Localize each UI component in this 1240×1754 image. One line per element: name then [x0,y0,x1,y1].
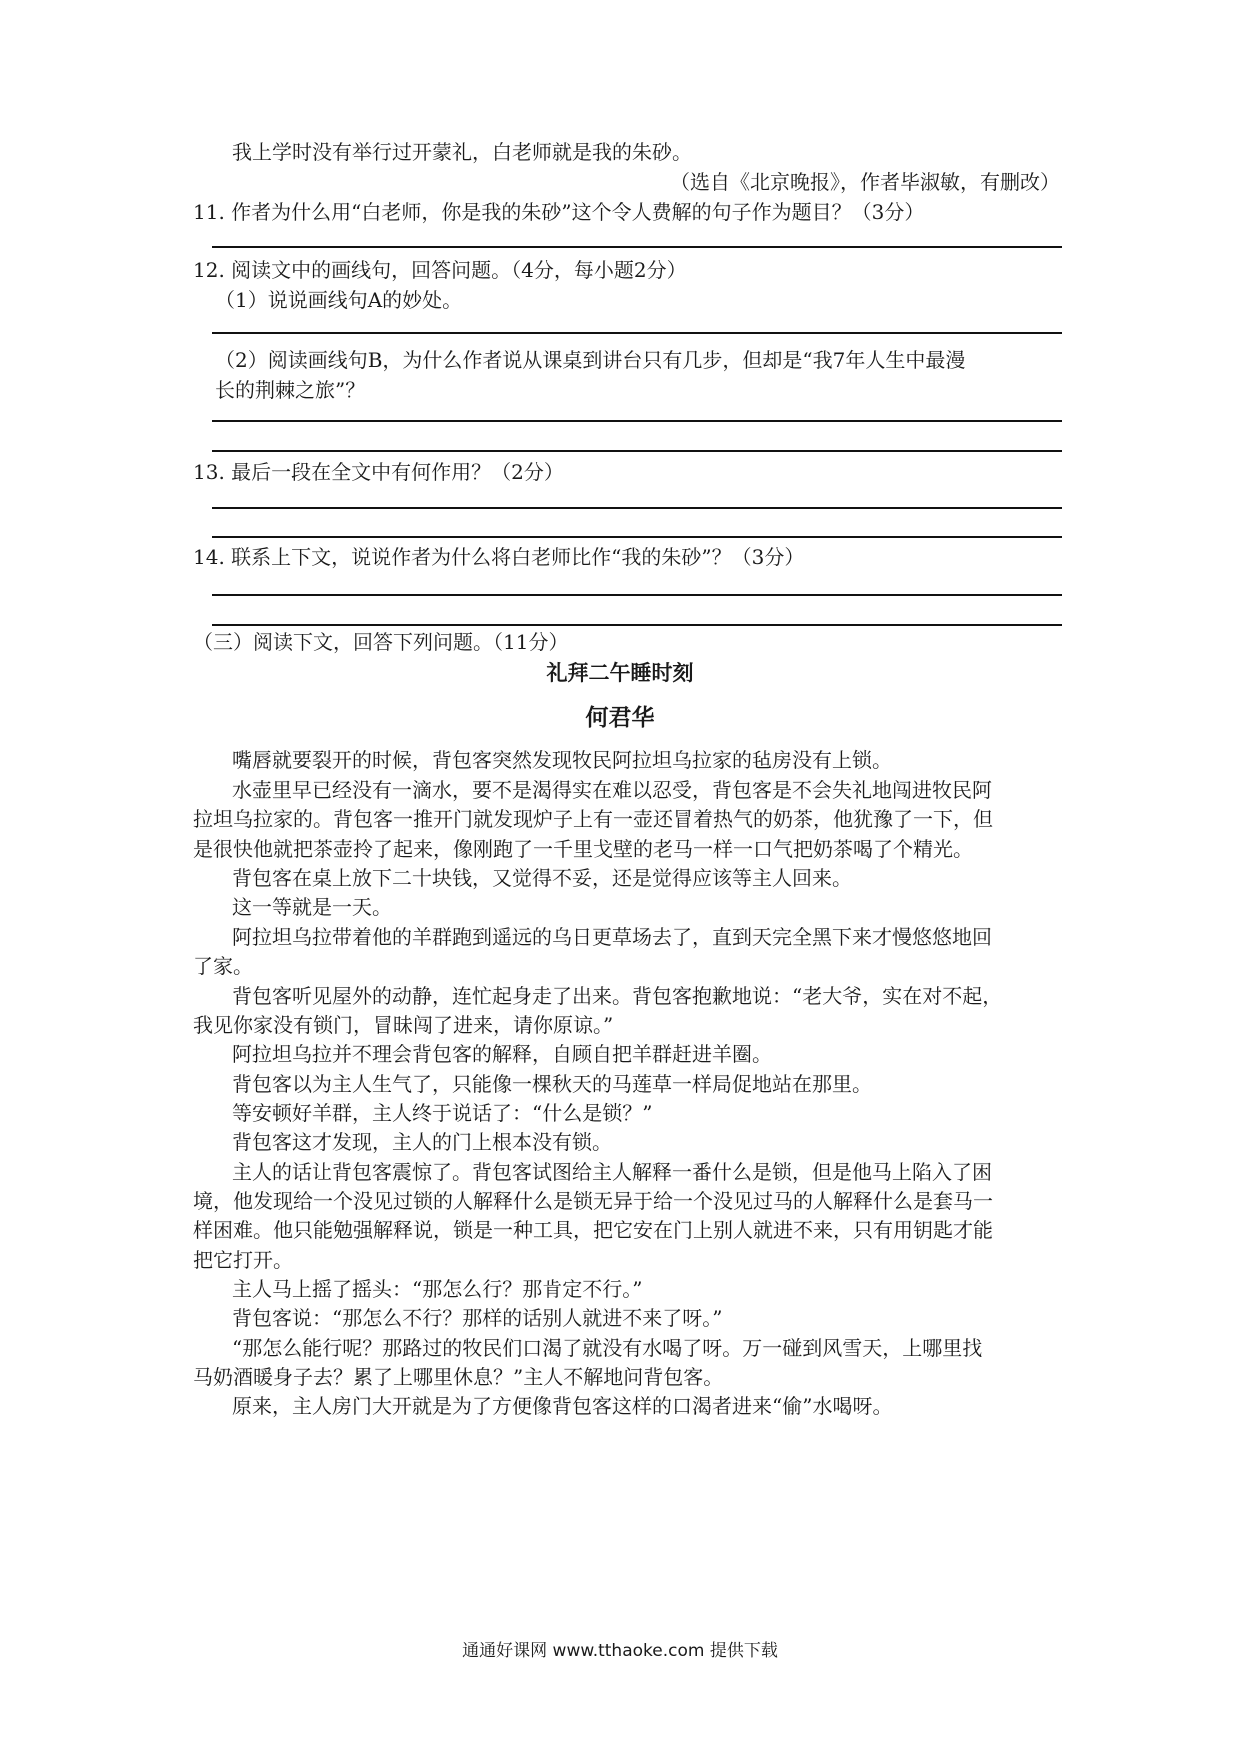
story-line: 背包客以为主人生气了，只能像一棵秋天的马莲草一样局促地站在那里。 [232,1072,872,1096]
answer-line [212,624,1062,626]
passage-last-paragraph: 我上学时没有举行过开蒙礼，白老师就是我的朱砂。 [232,140,692,164]
story-line: 马奶酒暖身子去？累了上哪里休息？”主人不解地问背包客。 [193,1365,724,1389]
story-line: 样困难。他只能勉强解释说，锁是一种工具，把它安在门上别人就进不来，只有用钥匙才能 [193,1218,993,1242]
question-12-part-2-line-2: 长的荆棘之旅”？ [215,378,366,402]
answer-line [212,507,1062,509]
answer-line [212,246,1062,248]
story-line: 了家。 [193,954,253,978]
question-13: 13. 最后一段在全文中有何作用？（2分） [193,460,564,484]
question-12-part-2-line-1: （2）阅读画线句B，为什么作者说从课桌到讲台只有几步，但却是“我7年人生中最漫 [215,348,966,372]
story-line: 背包客这才发现，主人的门上根本没有锁。 [232,1130,612,1154]
story-line: 原来，主人房门大开就是为了方便像背包客这样的口渴者进来“偷”水喝呀。 [232,1394,893,1418]
story-line: 境，他发现给一个没见过锁的人解释什么是锁无异于给一个没见过马的人解释什么是套马一 [193,1189,993,1213]
story-line: 拉坦乌拉家的。背包客一推开门就发现炉子上有一壶还冒着热气的奶茶，他犹豫了一下，但 [193,807,993,831]
story-title: 礼拜二午睡时刻 [546,661,694,685]
question-11: 11. 作者为什么用“白老师，你是我的朱砂”这个令人费解的句子作为题目？（3分） [193,200,925,224]
answer-line [212,420,1062,422]
story-line: “那怎么能行呢？那路过的牧民们口渴了就没有水喝了呀。万一碰到风雪天，上哪里找 [232,1336,983,1360]
answer-line [212,450,1062,452]
story-line: 背包客说：“那怎么不行？那样的话别人就进不来了呀。” [232,1306,723,1330]
story-line: 水壶里早已经没有一滴水，要不是渴得实在难以忍受，背包客是不会失礼地闯进牧民阿 [232,778,992,802]
passage-source: （选自《北京晚报》，作者毕淑敏，有删改） [670,170,1060,194]
story-line: 是很快他就把茶壶拎了起来，像刚跑了一千里戈壁的老马一样一口气把奶茶喝了个精光。 [193,837,973,861]
story-line: 把它打开。 [193,1248,293,1272]
question-14: 14. 联系上下文，说说作者为什么将白老师比作“我的朱砂”？（3分） [193,545,805,569]
story-author: 何君华 [585,705,655,731]
story-line: 背包客在桌上放下二十块钱，又觉得不妥，还是觉得应该等主人回来。 [232,866,852,890]
answer-line [212,536,1062,538]
story-line: 阿拉坦乌拉带着他的羊群跑到遥远的乌日更草场去了，直到天完全黑下来才慢悠悠地回 [232,925,992,949]
answer-line [212,332,1062,334]
story-line: 主人的话让背包客震惊了。背包客试图给主人解释一番什么是锁，但是他马上陷入了困 [232,1160,992,1184]
story-line: 我见你家没有锁门，冒昧闯了进来，请你原谅。” [193,1013,614,1037]
story-line: 背包客听见屋外的动静，连忙起身走了出来。背包客抱歉地说：“老大爷，实在对不起， [232,984,1003,1008]
story-line: 等安顿好羊群，主人终于说话了：“什么是锁？” [232,1101,653,1125]
story-line: 嘴唇就要裂开的时候，背包客突然发现牧民阿拉坦乌拉家的毡房没有上锁。 [232,748,892,772]
page-footer: 通通好课网 www.tthaoke.com 提供下载 [462,1641,778,1661]
story-line: 阿拉坦乌拉并不理会背包客的解释，自顾自把羊群赶进羊圈。 [232,1042,772,1066]
story-line: 这一等就是一天。 [232,895,392,919]
question-12: 12. 阅读文中的画线句，回答问题。（4分，每小题2分） [193,258,687,282]
answer-line [212,594,1062,596]
story-line: 主人马上摇了摇头：“那怎么行？那肯定不行。” [232,1277,643,1301]
section-3-heading: （三）阅读下文，回答下列问题。（11分） [193,630,569,654]
question-12-part-1: （1）说说画线句A的妙处。 [215,288,463,312]
